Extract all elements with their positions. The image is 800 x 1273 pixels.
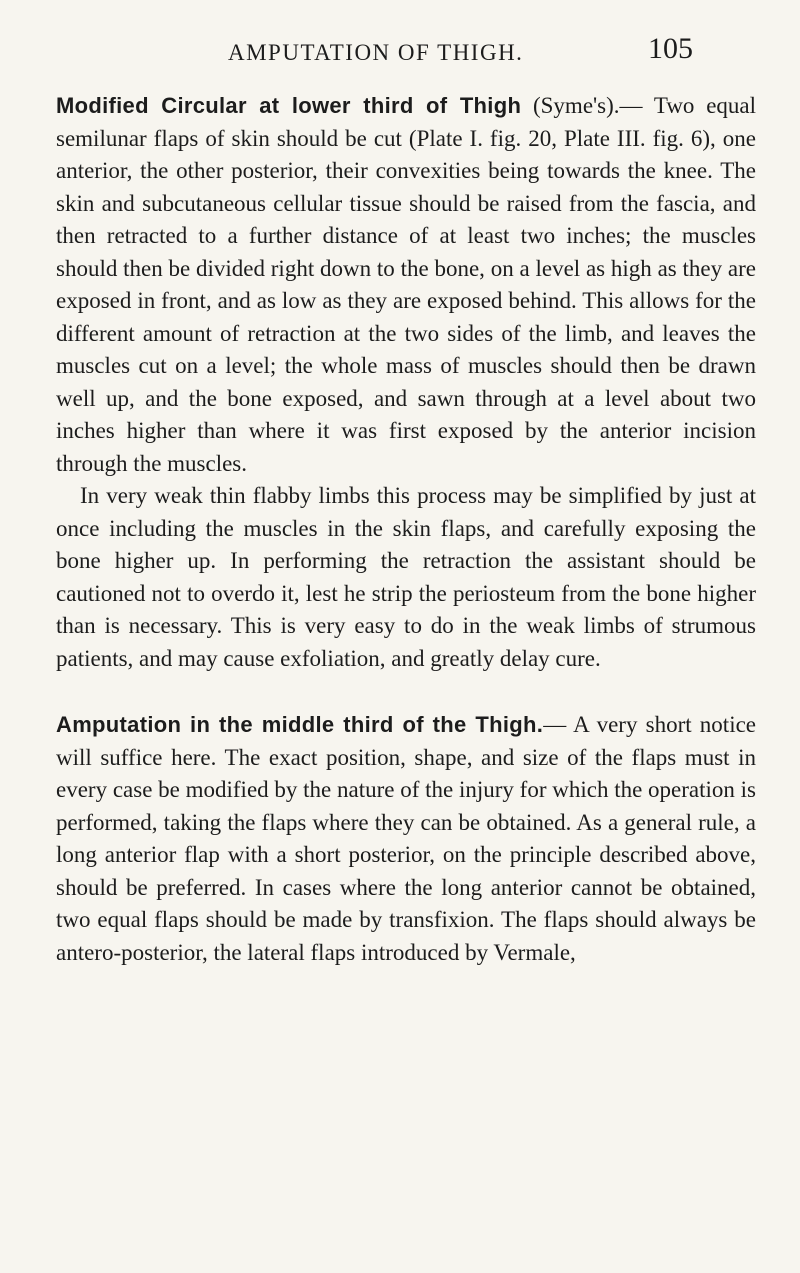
- section-2-text: — A very short notice will suffice here. The exact position, shape, and size of the flaps must in every case be modified by the nature of the injury for which the operation is performed, taking the flaps where they can be obtained. As a general rule, a long anterior flap with a short posterior, on the principle described above, should be preferred. In cases where the long anterior cannot be obtained, two equal flaps should be made by transfixion. The flaps should always be antero-posterior, the lateral flaps introduced by Vermale,: [56, 712, 756, 965]
- section-1-heading: Modified Circular at lower third of Thigh: [56, 93, 522, 118]
- section-1-paragraph-1: [56, 90, 756, 480]
- page-number: 105: [648, 32, 693, 65]
- section-2-heading: Amputation in the middle third of the Thigh.: [56, 712, 544, 737]
- section-divider-space: [56, 675, 756, 709]
- body-text: [56, 90, 756, 969]
- running-head: [0, 20, 800, 90]
- section-2-paragraph-1: [56, 709, 756, 969]
- section-1-text: (Syme's).— Two equal semilunar flaps of skin should be cut (Plate I. fig. 20, Plate III. fig. 6), one anterior, the other posterior, their convexities being towards the knee. The skin and subcutaneous cellular tissue should be raised from the fascia, and then retracted to a further distance of at least two inches; the muscles should then be divided right down to the bone, on a level as high as they are exposed in front, and as low as they are exposed behind. This allows for the different amount of retraction at the two sides of the limb, and leaves the muscles cut on a level; the whole mass of muscles should then be drawn well up, and the bone exposed, and sawn through at a level about two inches higher than where it was first exposed by the anterior incision through the muscles.: [56, 93, 757, 476]
- section-1-paragraph-2: In very weak thin flabby limbs this process may be simplified by just at once including the muscles in the skin flaps, and carefully exposing the bone higher up. In performing the retraction the assistant should be cautioned not to overdo it, lest he strip the periosteum from the bone higher than is necessary. This is very easy to do in the weak limbs of strumous patients, and may cause exfoliation, and greatly delay cure.: [56, 483, 756, 671]
- running-title: AMPUTATION OF THIGH.: [228, 40, 524, 65]
